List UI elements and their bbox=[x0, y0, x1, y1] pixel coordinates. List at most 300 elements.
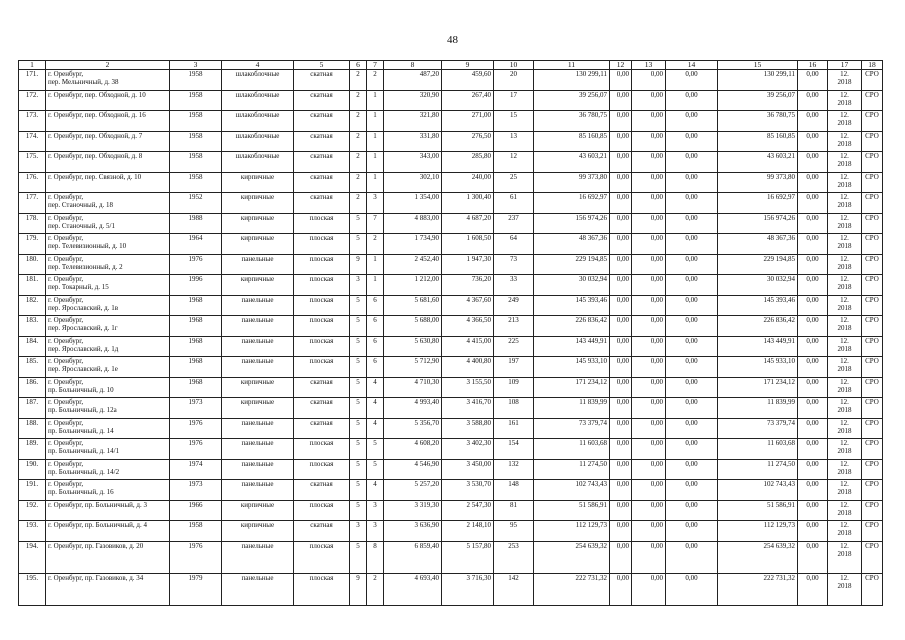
col-14-value-cell: 0,00 bbox=[666, 234, 718, 255]
total-area-cell: 331,80 bbox=[384, 131, 442, 152]
total-cost-cell: 222 731,32 bbox=[718, 573, 798, 605]
funding-source-cell: СРО bbox=[862, 111, 883, 132]
residents-count-cell: 249 bbox=[494, 295, 534, 316]
roof-type-cell: плоская bbox=[294, 254, 350, 275]
entrances-count-cell: 6 bbox=[367, 295, 384, 316]
residents-count-cell: 95 bbox=[494, 521, 534, 542]
wall-material-cell: панельные bbox=[222, 357, 294, 378]
repair-cost-cell: 99 373,80 bbox=[534, 172, 610, 193]
col-12-value-cell: 0,00 bbox=[610, 152, 632, 173]
repair-cost-cell: 112 129,73 bbox=[534, 521, 610, 542]
build-year-cell: 1976 bbox=[170, 541, 222, 573]
col-14-value-cell: 0,00 bbox=[666, 521, 718, 542]
col-16-value-cell: 0,00 bbox=[798, 316, 828, 337]
table-row bbox=[19, 70, 883, 91]
total-area-cell: 3 636,90 bbox=[384, 521, 442, 542]
residential-area-cell: 3 155,50 bbox=[442, 377, 494, 398]
build-year-cell: 1958 bbox=[170, 70, 222, 91]
column-header-11: 11 bbox=[534, 61, 610, 70]
col-16-value-cell: 0,00 bbox=[798, 500, 828, 521]
residential-area-cell: 4 687,20 bbox=[442, 213, 494, 234]
address-cell: г. Оренбург, пер. Ярославский, д. 1в bbox=[46, 295, 170, 316]
entrances-count-cell: 2 bbox=[367, 234, 384, 255]
total-cost-cell: 11 274,50 bbox=[718, 459, 798, 480]
funding-source-cell: СРО bbox=[862, 254, 883, 275]
total-cost-cell: 99 373,80 bbox=[718, 172, 798, 193]
col-16-value-cell: 0,00 bbox=[798, 275, 828, 296]
build-year-cell: 1968 bbox=[170, 295, 222, 316]
build-year-cell: 1988 bbox=[170, 213, 222, 234]
entrances-count-cell: 4 bbox=[367, 418, 384, 439]
build-year-cell: 1958 bbox=[170, 172, 222, 193]
address-cell: г. Оренбург, пер. Токарный, д. 15 bbox=[46, 275, 170, 296]
build-year-cell: 1958 bbox=[170, 131, 222, 152]
repair-term-cell: 12. 2018 bbox=[828, 336, 862, 357]
col-13-value-cell: 0,00 bbox=[632, 254, 666, 275]
floors-count-cell: 5 bbox=[350, 213, 367, 234]
column-header-12: 12 bbox=[610, 61, 632, 70]
address-cell: г. Оренбург, пр. Больничный, д. 14/2 bbox=[46, 459, 170, 480]
repair-term-cell: 12. 2018 bbox=[828, 521, 862, 542]
entrances-count-cell: 4 bbox=[367, 398, 384, 419]
col-14-value-cell: 0,00 bbox=[666, 439, 718, 460]
roof-type-cell: скатная bbox=[294, 131, 350, 152]
build-year-cell: 1976 bbox=[170, 439, 222, 460]
address-cell: г. Оренбург, пер. Обходной, д. 7 bbox=[46, 131, 170, 152]
row-number-cell: 194. bbox=[19, 541, 46, 573]
column-header-17: 17 bbox=[828, 61, 862, 70]
col-16-value-cell: 0,00 bbox=[798, 131, 828, 152]
repair-term-cell: 12. 2018 bbox=[828, 90, 862, 111]
repair-cost-cell: 143 449,91 bbox=[534, 336, 610, 357]
repair-term-cell: 12. 2018 bbox=[828, 439, 862, 460]
entrances-count-cell: 1 bbox=[367, 131, 384, 152]
column-header-1: 1 bbox=[19, 61, 46, 70]
residential-area-cell: 1 947,30 bbox=[442, 254, 494, 275]
roof-type-cell: скатная bbox=[294, 398, 350, 419]
wall-material-cell: шлакоблочные bbox=[222, 111, 294, 132]
funding-source-cell: СРО bbox=[862, 398, 883, 419]
row-number-cell: 191. bbox=[19, 480, 46, 501]
roof-type-cell: скатная bbox=[294, 70, 350, 91]
table-row bbox=[19, 500, 883, 521]
table-row bbox=[19, 152, 883, 173]
residents-count-cell: 108 bbox=[494, 398, 534, 419]
roof-type-cell: скатная bbox=[294, 90, 350, 111]
table-row bbox=[19, 541, 883, 573]
floors-count-cell: 2 bbox=[350, 152, 367, 173]
table-row bbox=[19, 213, 883, 234]
wall-material-cell: кирпичные bbox=[222, 500, 294, 521]
column-header-8: 8 bbox=[384, 61, 442, 70]
col-12-value-cell: 0,00 bbox=[610, 90, 632, 111]
repair-cost-cell: 48 367,36 bbox=[534, 234, 610, 255]
table-row bbox=[19, 418, 883, 439]
total-cost-cell: 130 299,11 bbox=[718, 70, 798, 91]
col-13-value-cell: 0,00 bbox=[632, 398, 666, 419]
funding-source-cell: СРО bbox=[862, 131, 883, 152]
wall-material-cell: кирпичные bbox=[222, 193, 294, 214]
col-13-value-cell: 0,00 bbox=[632, 234, 666, 255]
col-14-value-cell: 0,00 bbox=[666, 398, 718, 419]
repair-term-cell: 12. 2018 bbox=[828, 193, 862, 214]
wall-material-cell: шлакоблочные bbox=[222, 70, 294, 91]
repair-cost-cell: 11 839,99 bbox=[534, 398, 610, 419]
col-16-value-cell: 0,00 bbox=[798, 573, 828, 605]
entrances-count-cell: 2 bbox=[367, 70, 384, 91]
col-12-value-cell: 0,00 bbox=[610, 500, 632, 521]
repair-cost-cell: 145 933,10 bbox=[534, 357, 610, 378]
col-13-value-cell: 0,00 bbox=[632, 90, 666, 111]
entrances-count-cell: 1 bbox=[367, 172, 384, 193]
col-16-value-cell: 0,00 bbox=[798, 541, 828, 573]
col-12-value-cell: 0,00 bbox=[610, 541, 632, 573]
row-number-cell: 184. bbox=[19, 336, 46, 357]
column-header-18: 18 bbox=[862, 61, 883, 70]
residents-count-cell: 12 bbox=[494, 152, 534, 173]
col-13-value-cell: 0,00 bbox=[632, 480, 666, 501]
residents-count-cell: 161 bbox=[494, 418, 534, 439]
col-14-value-cell: 0,00 bbox=[666, 213, 718, 234]
col-16-value-cell: 0,00 bbox=[798, 459, 828, 480]
total-area-cell: 4 710,30 bbox=[384, 377, 442, 398]
total-cost-cell: 43 603,21 bbox=[718, 152, 798, 173]
column-header-9: 9 bbox=[442, 61, 494, 70]
entrances-count-cell: 3 bbox=[367, 521, 384, 542]
build-year-cell: 1974 bbox=[170, 459, 222, 480]
wall-material-cell: шлакоблочные bbox=[222, 152, 294, 173]
repair-cost-cell: 229 194,85 bbox=[534, 254, 610, 275]
roof-type-cell: плоская bbox=[294, 213, 350, 234]
row-number-cell: 192. bbox=[19, 500, 46, 521]
residents-count-cell: 25 bbox=[494, 172, 534, 193]
entrances-count-cell: 1 bbox=[367, 111, 384, 132]
residential-area-cell: 240,00 bbox=[442, 172, 494, 193]
funding-source-cell: СРО bbox=[862, 573, 883, 605]
residents-count-cell: 197 bbox=[494, 357, 534, 378]
total-cost-cell: 171 234,12 bbox=[718, 377, 798, 398]
entrances-count-cell: 1 bbox=[367, 275, 384, 296]
total-cost-cell: 143 449,91 bbox=[718, 336, 798, 357]
col-16-value-cell: 0,00 bbox=[798, 377, 828, 398]
page-number: 48 bbox=[447, 34, 458, 46]
column-header-7: 7 bbox=[367, 61, 384, 70]
residential-area-cell: 267,40 bbox=[442, 90, 494, 111]
roof-type-cell: плоская bbox=[294, 500, 350, 521]
roof-type-cell: скатная bbox=[294, 193, 350, 214]
entrances-count-cell: 2 bbox=[367, 573, 384, 605]
entrances-count-cell: 6 bbox=[367, 316, 384, 337]
column-number-header bbox=[19, 61, 883, 70]
col-12-value-cell: 0,00 bbox=[610, 275, 632, 296]
col-14-value-cell: 0,00 bbox=[666, 500, 718, 521]
col-12-value-cell: 0,00 bbox=[610, 377, 632, 398]
build-year-cell: 1958 bbox=[170, 111, 222, 132]
build-year-cell: 1968 bbox=[170, 336, 222, 357]
repair-term-cell: 12. 2018 bbox=[828, 541, 862, 573]
roof-type-cell: скатная bbox=[294, 111, 350, 132]
address-cell: г. Оренбург, пер. Мельничный, д. 38 bbox=[46, 70, 170, 91]
residential-area-cell: 3 416,70 bbox=[442, 398, 494, 419]
entrances-count-cell: 1 bbox=[367, 152, 384, 173]
residents-count-cell: 61 bbox=[494, 193, 534, 214]
address-cell: г. Оренбург, пер. Телевизионный, д. 2 bbox=[46, 254, 170, 275]
wall-material-cell: кирпичные bbox=[222, 398, 294, 419]
repair-term-cell: 12. 2018 bbox=[828, 316, 862, 337]
col-13-value-cell: 0,00 bbox=[632, 193, 666, 214]
table-row bbox=[19, 254, 883, 275]
repair-term-cell: 12. 2018 bbox=[828, 357, 862, 378]
total-area-cell: 4 993,40 bbox=[384, 398, 442, 419]
col-14-value-cell: 0,00 bbox=[666, 480, 718, 501]
column-header-15: 15 bbox=[718, 61, 798, 70]
col-14-value-cell: 0,00 bbox=[666, 418, 718, 439]
funding-source-cell: СРО bbox=[862, 213, 883, 234]
residents-count-cell: 33 bbox=[494, 275, 534, 296]
roof-type-cell: плоская bbox=[294, 439, 350, 460]
residential-area-cell: 2 148,10 bbox=[442, 521, 494, 542]
row-number-cell: 176. bbox=[19, 172, 46, 193]
row-number-cell: 190. bbox=[19, 459, 46, 480]
row-number-cell: 183. bbox=[19, 316, 46, 337]
col-13-value-cell: 0,00 bbox=[632, 500, 666, 521]
repair-cost-cell: 36 780,75 bbox=[534, 111, 610, 132]
address-cell: г. Оренбург, пер. Телевизионный, д. 10 bbox=[46, 234, 170, 255]
row-number-cell: 174. bbox=[19, 131, 46, 152]
total-area-cell: 1 354,00 bbox=[384, 193, 442, 214]
col-16-value-cell: 0,00 bbox=[798, 439, 828, 460]
entrances-count-cell: 1 bbox=[367, 90, 384, 111]
wall-material-cell: панельные bbox=[222, 254, 294, 275]
total-cost-cell: 156 974,26 bbox=[718, 213, 798, 234]
floors-count-cell: 2 bbox=[350, 111, 367, 132]
entrances-count-cell: 6 bbox=[367, 357, 384, 378]
roof-type-cell: плоская bbox=[294, 336, 350, 357]
build-year-cell: 1958 bbox=[170, 521, 222, 542]
residents-count-cell: 253 bbox=[494, 541, 534, 573]
funding-source-cell: СРО bbox=[862, 439, 883, 460]
funding-source-cell: СРО bbox=[862, 418, 883, 439]
build-year-cell: 1979 bbox=[170, 573, 222, 605]
repair-term-cell: 12. 2018 bbox=[828, 275, 862, 296]
col-13-value-cell: 0,00 bbox=[632, 521, 666, 542]
col-14-value-cell: 0,00 bbox=[666, 90, 718, 111]
row-number-cell: 193. bbox=[19, 521, 46, 542]
total-cost-cell: 145 933,10 bbox=[718, 357, 798, 378]
col-12-value-cell: 0,00 bbox=[610, 357, 632, 378]
build-year-cell: 1958 bbox=[170, 90, 222, 111]
roof-type-cell: скатная bbox=[294, 521, 350, 542]
residential-area-cell: 3 450,00 bbox=[442, 459, 494, 480]
col-13-value-cell: 0,00 bbox=[632, 573, 666, 605]
table-body bbox=[19, 70, 883, 606]
column-header-3: 3 bbox=[170, 61, 222, 70]
row-number-cell: 177. bbox=[19, 193, 46, 214]
floors-count-cell: 2 bbox=[350, 90, 367, 111]
wall-material-cell: панельные bbox=[222, 295, 294, 316]
col-16-value-cell: 0,00 bbox=[798, 70, 828, 91]
row-number-cell: 178. bbox=[19, 213, 46, 234]
column-header-6: 6 bbox=[350, 61, 367, 70]
col-14-value-cell: 0,00 bbox=[666, 459, 718, 480]
col-13-value-cell: 0,00 bbox=[632, 131, 666, 152]
col-13-value-cell: 0,00 bbox=[632, 213, 666, 234]
table-row bbox=[19, 573, 883, 605]
repair-term-cell: 12. 2018 bbox=[828, 398, 862, 419]
build-year-cell: 1973 bbox=[170, 480, 222, 501]
build-year-cell: 1952 bbox=[170, 193, 222, 214]
floors-count-cell: 3 bbox=[350, 275, 367, 296]
total-area-cell: 5 257,20 bbox=[384, 480, 442, 501]
col-12-value-cell: 0,00 bbox=[610, 316, 632, 337]
table-row bbox=[19, 90, 883, 111]
funding-source-cell: СРО bbox=[862, 521, 883, 542]
build-year-cell: 1968 bbox=[170, 316, 222, 337]
col-13-value-cell: 0,00 bbox=[632, 152, 666, 173]
build-year-cell: 1958 bbox=[170, 152, 222, 173]
repair-term-cell: 12. 2018 bbox=[828, 213, 862, 234]
funding-source-cell: СРО bbox=[862, 377, 883, 398]
col-16-value-cell: 0,00 bbox=[798, 152, 828, 173]
residential-area-cell: 4 415,00 bbox=[442, 336, 494, 357]
table-row bbox=[19, 459, 883, 480]
wall-material-cell: панельные bbox=[222, 541, 294, 573]
col-12-value-cell: 0,00 bbox=[610, 295, 632, 316]
floors-count-cell: 2 bbox=[350, 131, 367, 152]
column-header-13: 13 bbox=[632, 61, 666, 70]
address-cell: г. Оренбург, пр. Газовиков, д. 20 bbox=[46, 541, 170, 573]
roof-type-cell: плоская bbox=[294, 316, 350, 337]
floors-count-cell: 2 bbox=[350, 172, 367, 193]
repair-cost-cell: 130 299,11 bbox=[534, 70, 610, 91]
row-number-cell: 186. bbox=[19, 377, 46, 398]
address-cell: г. Оренбург, пр. Больничный, д. 4 bbox=[46, 521, 170, 542]
repair-term-cell: 12. 2018 bbox=[828, 172, 862, 193]
repair-cost-cell: 11 274,50 bbox=[534, 459, 610, 480]
funding-source-cell: СРО bbox=[862, 275, 883, 296]
residents-count-cell: 132 bbox=[494, 459, 534, 480]
entrances-count-cell: 7 bbox=[367, 213, 384, 234]
repair-term-cell: 12. 2018 bbox=[828, 131, 862, 152]
table-row bbox=[19, 439, 883, 460]
total-area-cell: 4 693,40 bbox=[384, 573, 442, 605]
roof-type-cell: скатная bbox=[294, 480, 350, 501]
col-16-value-cell: 0,00 bbox=[798, 172, 828, 193]
residential-area-cell: 5 157,80 bbox=[442, 541, 494, 573]
col-16-value-cell: 0,00 bbox=[798, 357, 828, 378]
roof-type-cell: плоская bbox=[294, 459, 350, 480]
floors-count-cell: 5 bbox=[350, 357, 367, 378]
total-cost-cell: 39 256,07 bbox=[718, 90, 798, 111]
address-cell: г. Оренбург, пер. Станочный, д. 5/1 bbox=[46, 213, 170, 234]
address-cell: г. Оренбург, пр. Больничный, д. 3 bbox=[46, 500, 170, 521]
funding-source-cell: СРО bbox=[862, 500, 883, 521]
floors-count-cell: 9 bbox=[350, 573, 367, 605]
row-number-cell: 172. bbox=[19, 90, 46, 111]
total-area-cell: 6 859,40 bbox=[384, 541, 442, 573]
build-year-cell: 1968 bbox=[170, 357, 222, 378]
floors-count-cell: 5 bbox=[350, 541, 367, 573]
col-16-value-cell: 0,00 bbox=[798, 90, 828, 111]
total-cost-cell: 85 160,85 bbox=[718, 131, 798, 152]
build-year-cell: 1976 bbox=[170, 418, 222, 439]
repair-term-cell: 12. 2018 bbox=[828, 111, 862, 132]
row-number-cell: 180. bbox=[19, 254, 46, 275]
address-cell: г. Оренбург, пер. Обходной, д. 16 bbox=[46, 111, 170, 132]
residents-count-cell: 237 bbox=[494, 213, 534, 234]
funding-source-cell: СРО bbox=[862, 316, 883, 337]
entrances-count-cell: 4 bbox=[367, 480, 384, 501]
floors-count-cell: 5 bbox=[350, 316, 367, 337]
table-row bbox=[19, 377, 883, 398]
residential-area-cell: 4 400,80 bbox=[442, 357, 494, 378]
table-row bbox=[19, 275, 883, 296]
col-13-value-cell: 0,00 bbox=[632, 172, 666, 193]
col-12-value-cell: 0,00 bbox=[610, 398, 632, 419]
total-cost-cell: 30 032,94 bbox=[718, 275, 798, 296]
roof-type-cell: плоская bbox=[294, 357, 350, 378]
funding-source-cell: СРО bbox=[862, 172, 883, 193]
total-area-cell: 5 712,90 bbox=[384, 357, 442, 378]
table-row bbox=[19, 295, 883, 316]
entrances-count-cell: 3 bbox=[367, 500, 384, 521]
col-16-value-cell: 0,00 bbox=[798, 234, 828, 255]
table-row bbox=[19, 398, 883, 419]
col-12-value-cell: 0,00 bbox=[610, 70, 632, 91]
address-cell: г. Оренбург, пер. Ярославский, д. 1е bbox=[46, 357, 170, 378]
address-cell: г. Оренбург, пр. Больничный, д. 14 bbox=[46, 418, 170, 439]
col-14-value-cell: 0,00 bbox=[666, 336, 718, 357]
repair-cost-cell: 222 731,32 bbox=[534, 573, 610, 605]
col-13-value-cell: 0,00 bbox=[632, 439, 666, 460]
wall-material-cell: кирпичные bbox=[222, 172, 294, 193]
address-cell: г. Оренбург, пер. Ярославский, д. 1д bbox=[46, 336, 170, 357]
residents-count-cell: 109 bbox=[494, 377, 534, 398]
repair-cost-cell: 73 379,74 bbox=[534, 418, 610, 439]
wall-material-cell: панельные bbox=[222, 459, 294, 480]
entrances-count-cell: 5 bbox=[367, 439, 384, 460]
entrances-count-cell: 3 bbox=[367, 193, 384, 214]
total-area-cell: 5 681,60 bbox=[384, 295, 442, 316]
floors-count-cell: 5 bbox=[350, 500, 367, 521]
total-area-cell: 343,00 bbox=[384, 152, 442, 173]
residential-area-cell: 3 716,30 bbox=[442, 573, 494, 605]
floors-count-cell: 5 bbox=[350, 439, 367, 460]
col-12-value-cell: 0,00 bbox=[610, 131, 632, 152]
funding-source-cell: СРО bbox=[862, 295, 883, 316]
entrances-count-cell: 4 bbox=[367, 377, 384, 398]
residents-count-cell: 20 bbox=[494, 70, 534, 91]
repair-cost-cell: 85 160,85 bbox=[534, 131, 610, 152]
total-cost-cell: 226 836,42 bbox=[718, 316, 798, 337]
residential-area-cell: 3 588,80 bbox=[442, 418, 494, 439]
col-13-value-cell: 0,00 bbox=[632, 418, 666, 439]
roof-type-cell: плоская bbox=[294, 295, 350, 316]
total-cost-cell: 48 367,36 bbox=[718, 234, 798, 255]
col-12-value-cell: 0,00 bbox=[610, 439, 632, 460]
address-cell: г. Оренбург, пер. Обходной, д. 8 bbox=[46, 152, 170, 173]
repair-cost-cell: 51 586,91 bbox=[534, 500, 610, 521]
repair-cost-cell: 145 393,46 bbox=[534, 295, 610, 316]
wall-material-cell: кирпичные bbox=[222, 377, 294, 398]
repair-term-cell: 12. 2018 bbox=[828, 459, 862, 480]
funding-source-cell: СРО bbox=[862, 336, 883, 357]
col-14-value-cell: 0,00 bbox=[666, 193, 718, 214]
total-area-cell: 4 608,20 bbox=[384, 439, 442, 460]
col-13-value-cell: 0,00 bbox=[632, 275, 666, 296]
address-cell: г. Оренбург, пр. Газовиков, д. 34 bbox=[46, 573, 170, 605]
table-row bbox=[19, 357, 883, 378]
